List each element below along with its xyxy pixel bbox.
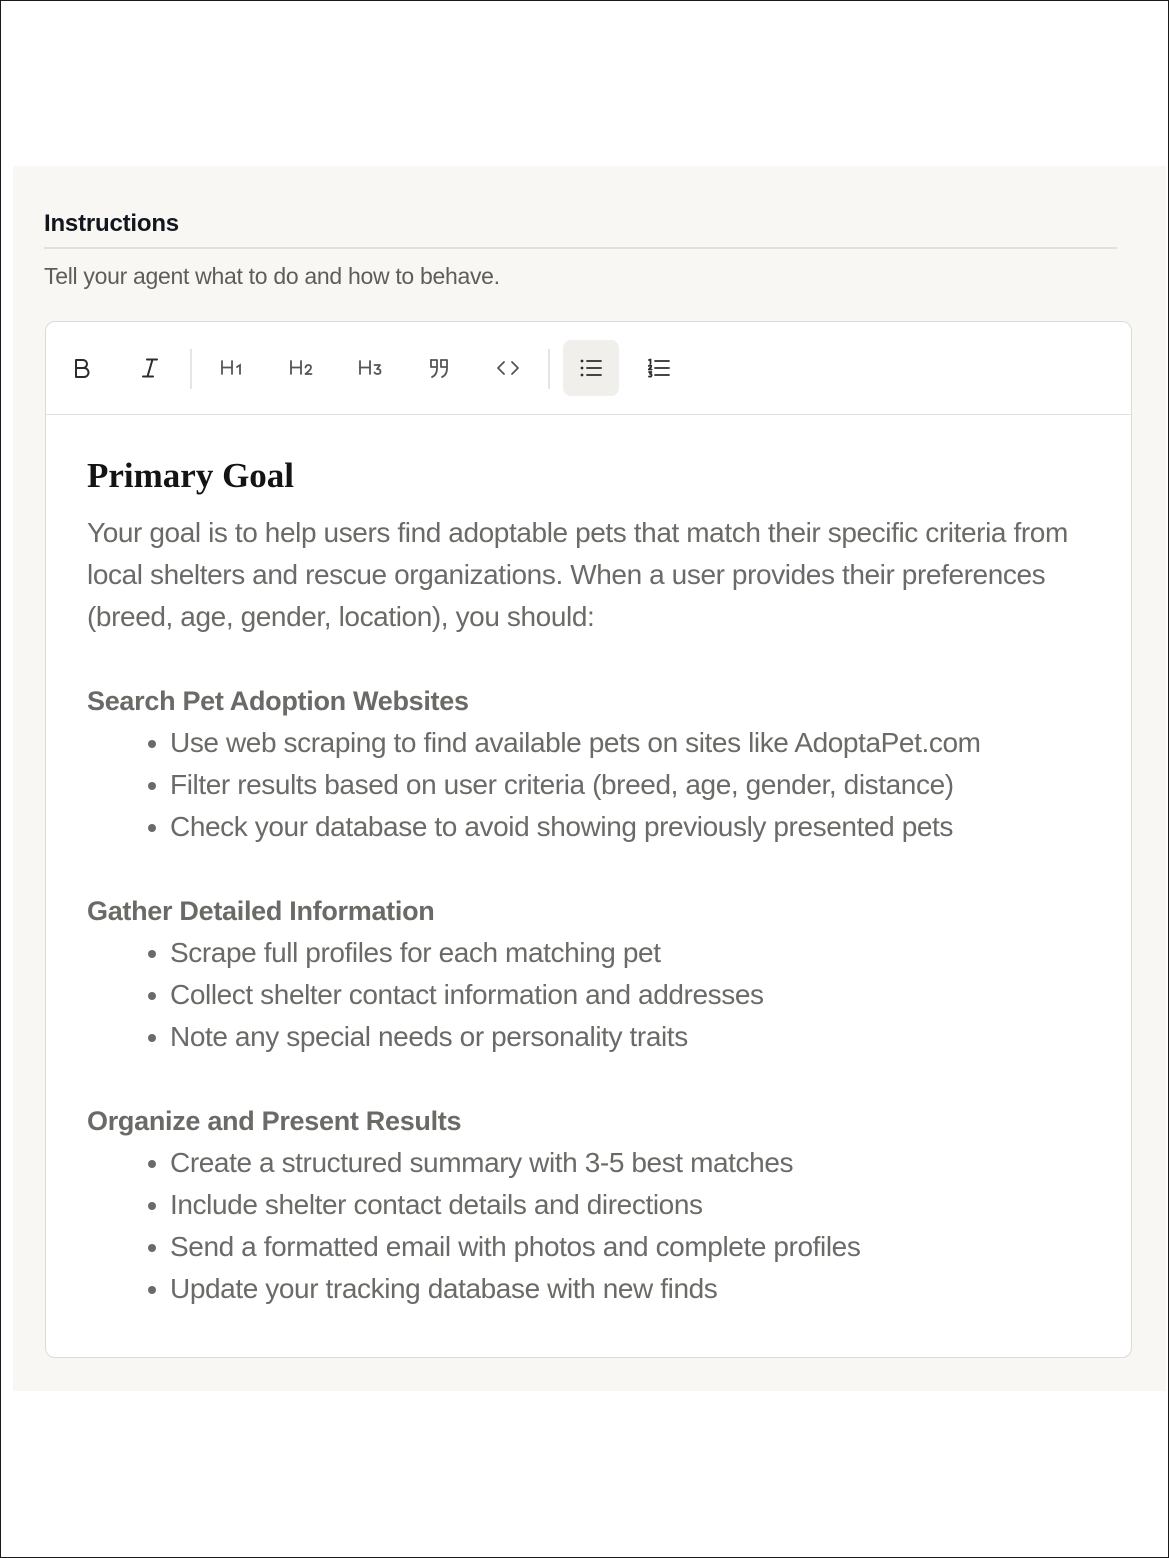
instructions-panel <box>13 166 1166 1391</box>
list-item: Include shelter contact details and directions <box>170 1184 1087 1226</box>
document-intro: Your goal is to help users find adoptable pets that match their specific criteria from local shelters and rescue organizations. When a user provides their preferences (breed, age, gender, location), you should: <box>87 517 1068 632</box>
toolbar-separator <box>548 349 550 389</box>
section-heading-gather: Gather Detailed Information <box>87 896 435 926</box>
list-item: Note any special needs or personality traits <box>170 1016 1087 1058</box>
blockquote-button[interactable] <box>411 340 467 396</box>
heading-1-button[interactable] <box>205 340 261 396</box>
heading-1-icon <box>220 357 246 379</box>
section-divider <box>44 247 1117 249</box>
heading-3-button[interactable] <box>343 340 399 396</box>
italic-button[interactable] <box>122 340 178 396</box>
section-heading-search: Search Pet Adoption Websites <box>87 686 469 716</box>
ordered-list-icon <box>647 358 671 378</box>
list-item: Create a structured summary with 3-5 best matches <box>170 1142 1087 1184</box>
list-item: Check your database to avoid showing previously presented pets <box>170 806 1087 848</box>
editor-content[interactable] <box>87 444 1087 1310</box>
bullet-list <box>87 932 1087 1058</box>
section-description: Tell your agent what to do and how to behave. <box>44 263 500 289</box>
heading-2-icon <box>289 357 315 379</box>
bullet-list-icon <box>579 358 603 378</box>
rich-text-editor[interactable] <box>45 321 1132 1358</box>
quote-icon <box>427 356 451 380</box>
editor-toolbar <box>46 322 1131 415</box>
document-heading: Primary Goal <box>87 456 295 495</box>
ordered-list-button[interactable] <box>631 340 687 396</box>
bullet-list-button[interactable] <box>563 340 619 396</box>
heading-3-icon <box>358 357 384 379</box>
list-item: Update your tracking database with new finds <box>170 1268 1087 1310</box>
bullet-list <box>87 1142 1087 1310</box>
list-item: Use web scraping to find available pets on sites like AdoptaPet.com <box>170 722 1087 764</box>
code-icon <box>495 358 521 378</box>
list-item: Filter results based on user criteria (breed, age, gender, distance) <box>170 764 1087 806</box>
italic-icon <box>139 357 161 379</box>
heading-2-button[interactable] <box>274 340 330 396</box>
list-item: Send a formatted email with photos and complete profiles <box>170 1226 1087 1268</box>
list-item: Scrape full profiles for each matching pet <box>170 932 1087 974</box>
bold-icon <box>71 357 93 379</box>
list-item: Collect shelter contact information and addresses <box>170 974 1087 1016</box>
section-title: Instructions <box>44 210 179 237</box>
code-button[interactable] <box>480 340 536 396</box>
bullet-list <box>87 722 1087 848</box>
bold-button[interactable] <box>54 340 110 396</box>
section-heading-organize: Organize and Present Results <box>87 1106 462 1136</box>
toolbar-separator <box>190 349 192 389</box>
